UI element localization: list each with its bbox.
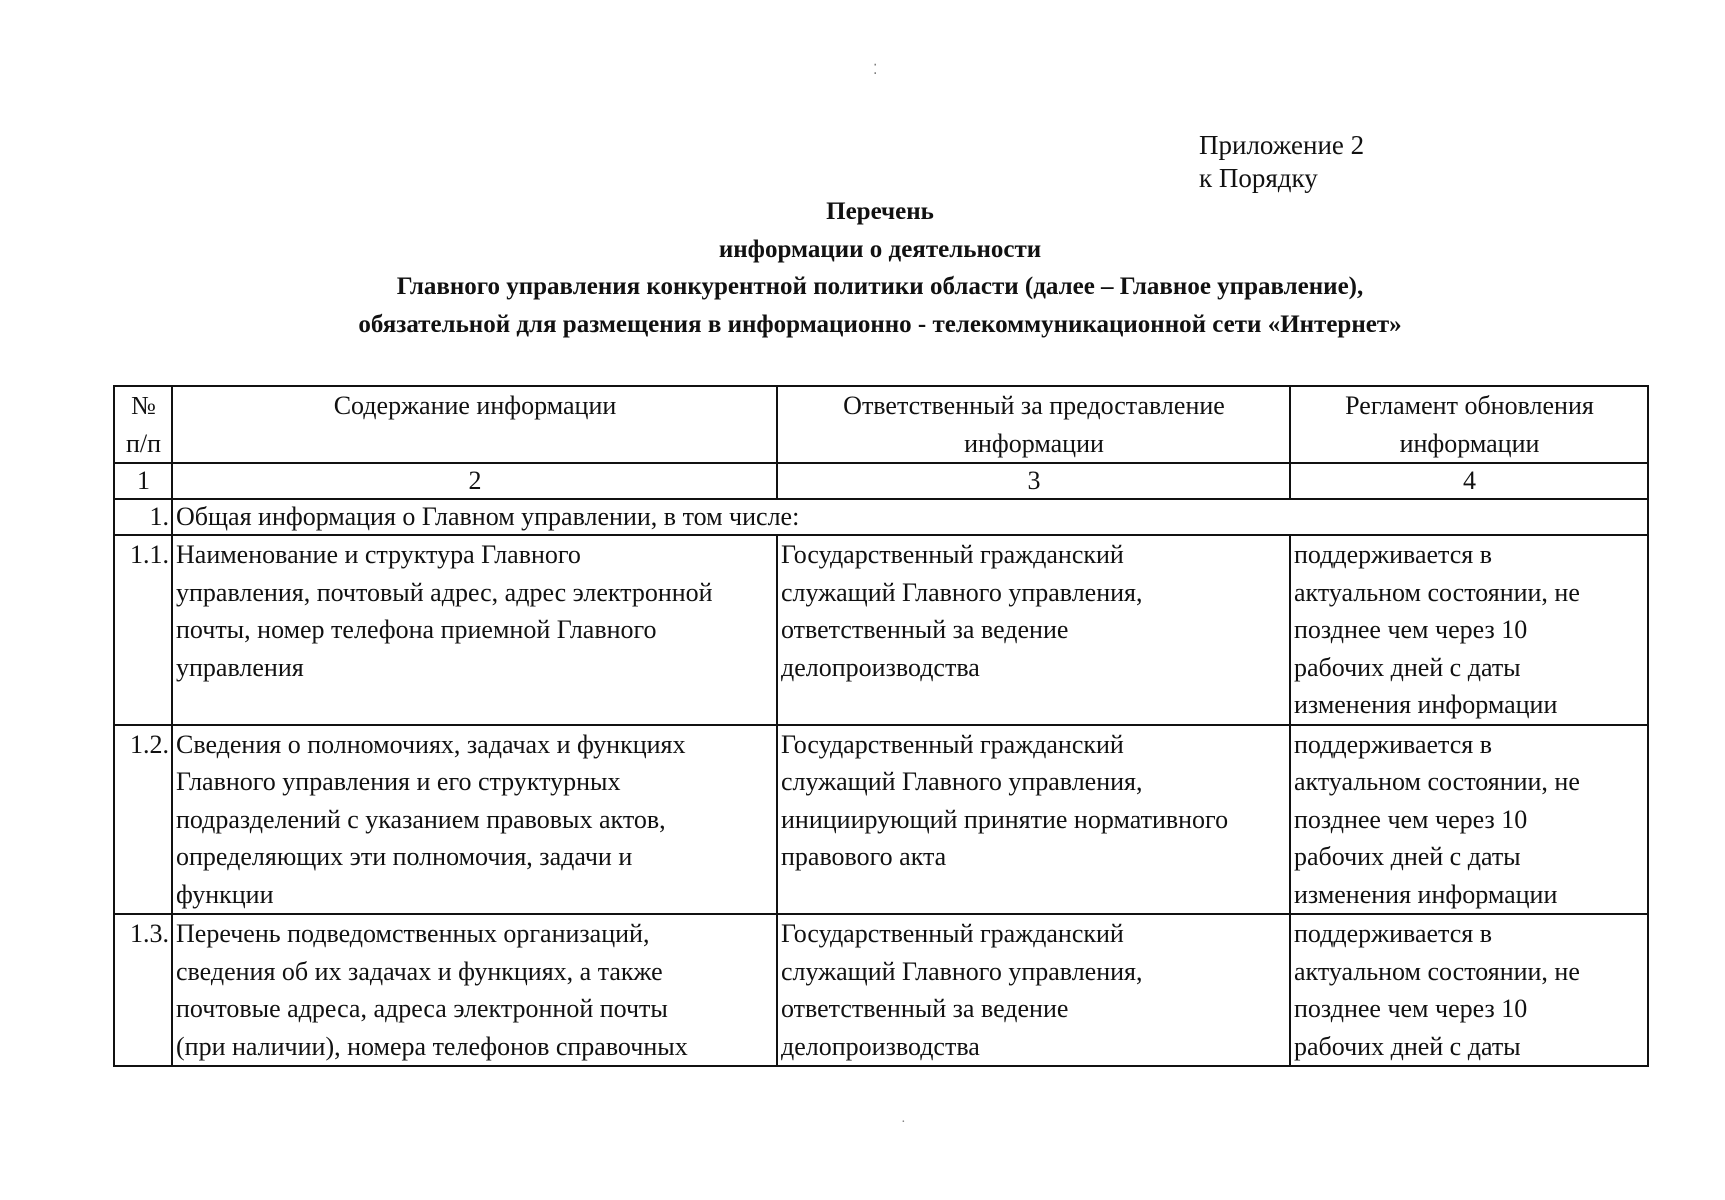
row-number: 1.2.	[114, 725, 172, 915]
column-index-cell: 4	[1290, 463, 1648, 499]
row-responsible: Государственный гражданский служащий Главного управления, ответственный за ведение делопроизводства	[777, 914, 1290, 1066]
column-index-cell: 1	[114, 463, 172, 499]
row-number: 1.3.	[114, 914, 172, 1066]
section-text: Общая информация о Главном управлении, в том числе:	[172, 499, 1648, 535]
section-row	[114, 499, 1648, 535]
title-line-4: обязательной для размещения в информационно - телекоммуникационной сети «Интернет»	[358, 310, 1402, 338]
row-responsible: Государственный гражданский служащий Главного управления, ответственный за ведение делопроизводства	[777, 535, 1290, 725]
appendix-line-1: Приложение 2	[1199, 130, 1365, 160]
row-schedule: поддерживается в актуальном состоянии, не позднее чем через 10 рабочих дней с даты изменения информации	[1290, 535, 1648, 725]
title-line-1: Перечень	[826, 198, 934, 225]
row-schedule: поддерживается в актуальном состоянии, не позднее чем через 10 рабочих дней с даты изменения информации	[1290, 725, 1648, 915]
appendix-note	[1199, 129, 1364, 195]
table-row	[114, 914, 1648, 1066]
document-title	[100, 193, 1660, 343]
scan-mark-bottom: ·	[901, 1115, 906, 1130]
title-line-3: Главного управления конкурентной политики области (далее – Главное управление),	[396, 273, 1364, 300]
row-number: 1.1.	[114, 535, 172, 725]
column-index-cell: 3	[777, 463, 1290, 499]
information-table	[113, 385, 1649, 1067]
appendix-line-2: к Порядку	[1199, 163, 1318, 193]
column-index-cell: 2	[172, 463, 777, 499]
scan-mark-top: ⁚	[873, 63, 878, 78]
column-index-row	[114, 463, 1648, 499]
table-row	[114, 535, 1648, 725]
row-content: Перечень подведомственных организаций, сведения об их задачах и функциях, а также почтовые адреса, адреса электронной почты (при наличии), номера телефонов справочных	[172, 914, 777, 1066]
table-header-row	[114, 386, 1648, 463]
section-number: 1.	[114, 499, 172, 535]
header-cell-schedule: Регламент обновления информации	[1290, 386, 1648, 463]
row-responsible: Государственный гражданский служащий Главного управления, инициирующий принятие нормативного правового акта	[777, 725, 1290, 915]
row-schedule: поддерживается в актуальном состоянии, не позднее чем через 10 рабочих дней с даты	[1290, 914, 1648, 1066]
header-cell-responsible: Ответственный за предоставление информации	[777, 386, 1290, 463]
header-cell-number: № п/п	[114, 386, 172, 463]
row-content: Сведения о полномочиях, задачах и функциях Главного управления и его структурных подразделений с указанием правовых актов, определяющих эти полномочия, задачи и функции	[172, 725, 777, 915]
title-line-2: информации о деятельности	[718, 235, 1042, 263]
header-cell-content: Содержание информации	[172, 386, 777, 463]
table-row	[114, 725, 1648, 915]
row-content: Наименование и структура Главного управления, почтовый адрес, адрес электронной почты, номер телефона приемной Главного управления	[172, 535, 777, 725]
